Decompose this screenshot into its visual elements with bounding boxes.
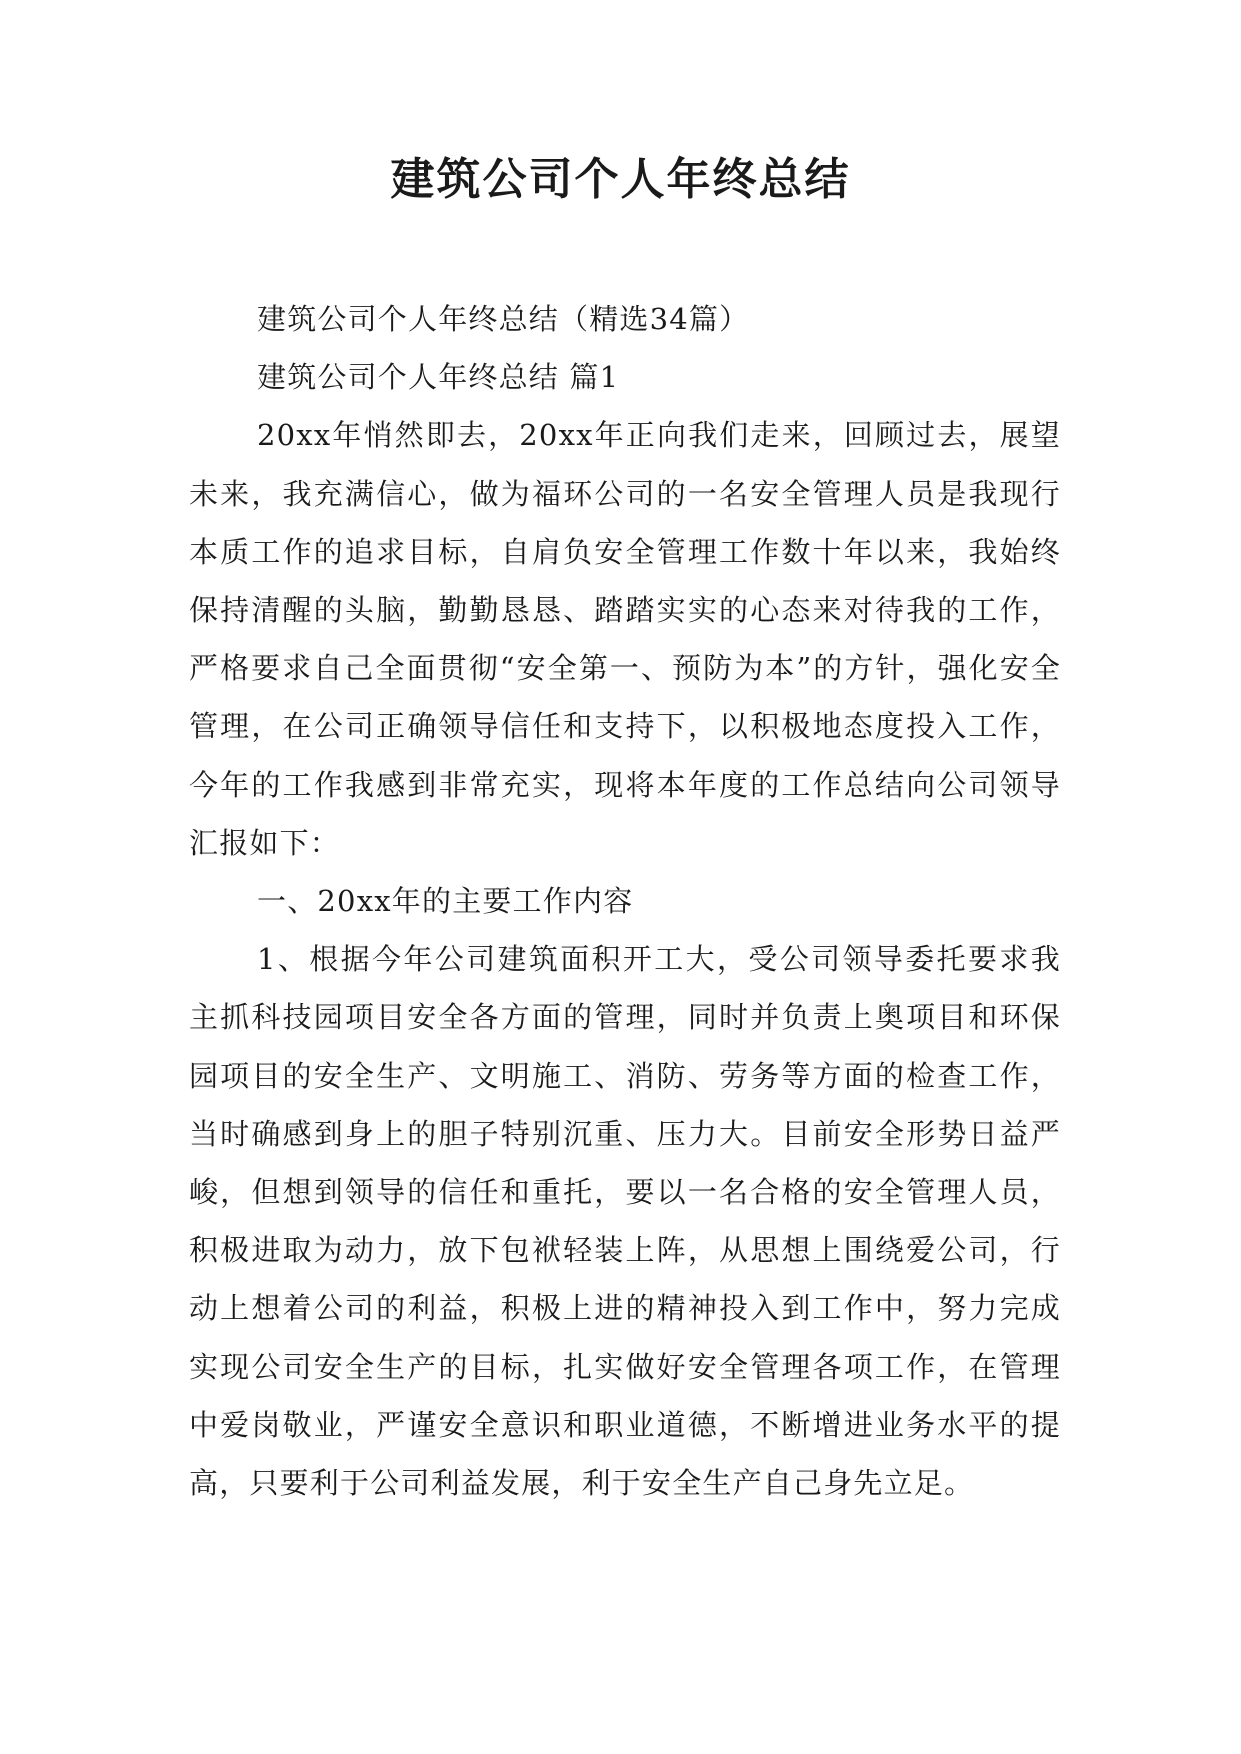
document-body — [189, 290, 1061, 1512]
subtitle-paragraph: 建筑公司个人年终总结（精选34篇） — [257, 302, 750, 336]
section-heading-part-1: 建筑公司个人年终总结 篇1 — [257, 360, 620, 395]
work-item-1-paragraph: 1、根据今年公司建筑面积开工大，受公司领导委托要求我主抓科技园项目安全各方面的管理，同时并负责上奥项目和环保园项目的安全生产、文明施工、消防、劳务等方面的检查工作，当时确感到身上的胆子特别沉重、压力大。目前安全形势日益严峻，但想到领导的信任和重托，要以一名合格的安全管理人员，积极进取为动力，放下包袱轻装上阵，从思想上围绕爱公司，行动上想着公司的利益，积极上进的精神投入到工作中，努力完成实现公司安全生产的目标，扎实做好安全管理各项工作，在管理中爱岗敬业，严谨安全意识和职业道德，不断增进业务水平的提高，只要利于公司利益发展，利于安全生产自己身先立足。 — [189, 942, 1061, 1501]
document-title: 建筑公司个人年终总结 — [390, 154, 851, 205]
section-heading-main-work: 一、20xx年的主要工作内容 — [257, 884, 634, 919]
intro-paragraph: 20xx年悄然即去，20xx年正向我们走来，回顾过去，展望未来，我充满信心，做为福环公司的一名安全管理人员是我现行本质工作的追求目标，自肩负安全管理工作数十年以来，我始终保持清醒的头脑，勤勤恳恳、踏踏实实的心态来对待我的工作，严格要求自己全面贯彻“安全第一、预防为本”的方针，强化安全管理，在公司正确领导信任和支持下，以积极地态度投入工作，今年的工作我感到非常充实，现将本年度的工作总结向公司领导汇报如下： — [189, 418, 1061, 860]
